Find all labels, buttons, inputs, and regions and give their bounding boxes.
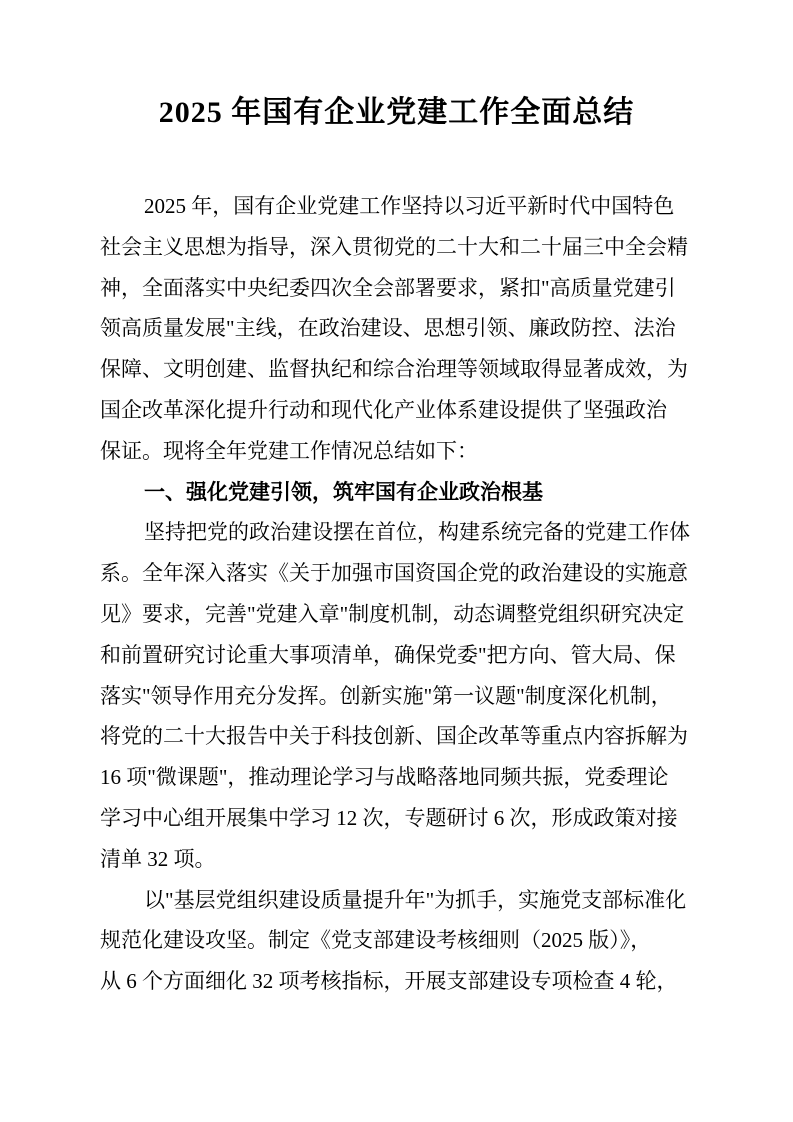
document-title: 2025 年国有企业党建工作全面总结: [158, 96, 635, 129]
text-line: 规范化建设攻坚。制定《党支部建设考核细则（2025 版）》，: [100, 928, 652, 953]
text-line: 学习中心组开展集中学习 12 次，专题研讨 6 次，形成政策对接: [100, 805, 678, 830]
text-line: 神，全面落实中央纪委四次全会部署要求，紧扣"高质量党建引: [100, 275, 676, 300]
text-line: 从 6 个方面细化 32 项考核指标，开展支部建设专项检查 4 轮，: [100, 969, 678, 994]
text-line: 领高质量发展"主线，在政治建设、思想引领、廉政防控、法治: [100, 316, 676, 341]
text-line: 国企改革深化提升行动和现代化产业体系建设提供了坚强政治: [100, 397, 667, 422]
text-line: 16 项"微课题"，推动理论学习与战略落地同频共振，党委理论: [100, 765, 669, 790]
section-heading: [100, 472, 693, 513]
document-body: [100, 186, 693, 1002]
text-line: 社会主义思想为指导，深入贯彻党的二十大和二十届三中全会精: [100, 234, 688, 259]
text-line: 将党的二十大报告中关于科技创新、国企改革等重点内容拆解为: [100, 724, 688, 749]
text-line: 系。全年深入落实《关于加强市国资国企党的政治建设的实施意: [100, 561, 688, 586]
paragraph: [100, 512, 693, 879]
text-line: 见》要求，完善"党建入章"制度机制，动态调整党组织研究决定: [100, 601, 685, 626]
text-line: 以"基层党组织建设质量提升年"为抓手，实施党支部标准化: [144, 887, 687, 912]
text-line: 落实"领导作用充分发挥。创新实施"第一议题"制度深化机制，: [100, 683, 672, 708]
text-line: 保证。现将全年党建工作情况总结如下：: [100, 438, 478, 463]
paragraph: [100, 880, 693, 1002]
text-line: 一、强化党建引领，筑牢国有企业政治根基: [144, 479, 543, 504]
text-line: 清单 32 项。: [100, 846, 216, 871]
paragraph: [100, 186, 693, 472]
text-line: 和前置研究讨论重大事项清单，确保党委"把方向、管大局、保: [100, 642, 676, 667]
text-line: 保障、文明创建、监督执纪和综合治理等领域取得显著成效，为: [100, 357, 688, 382]
text-line: 坚持把党的政治建设摆在首位，构建系统完备的党建工作体: [144, 520, 690, 545]
text-line: 2025 年，国有企业党建工作坚持以习近平新时代中国特色: [144, 194, 675, 218]
